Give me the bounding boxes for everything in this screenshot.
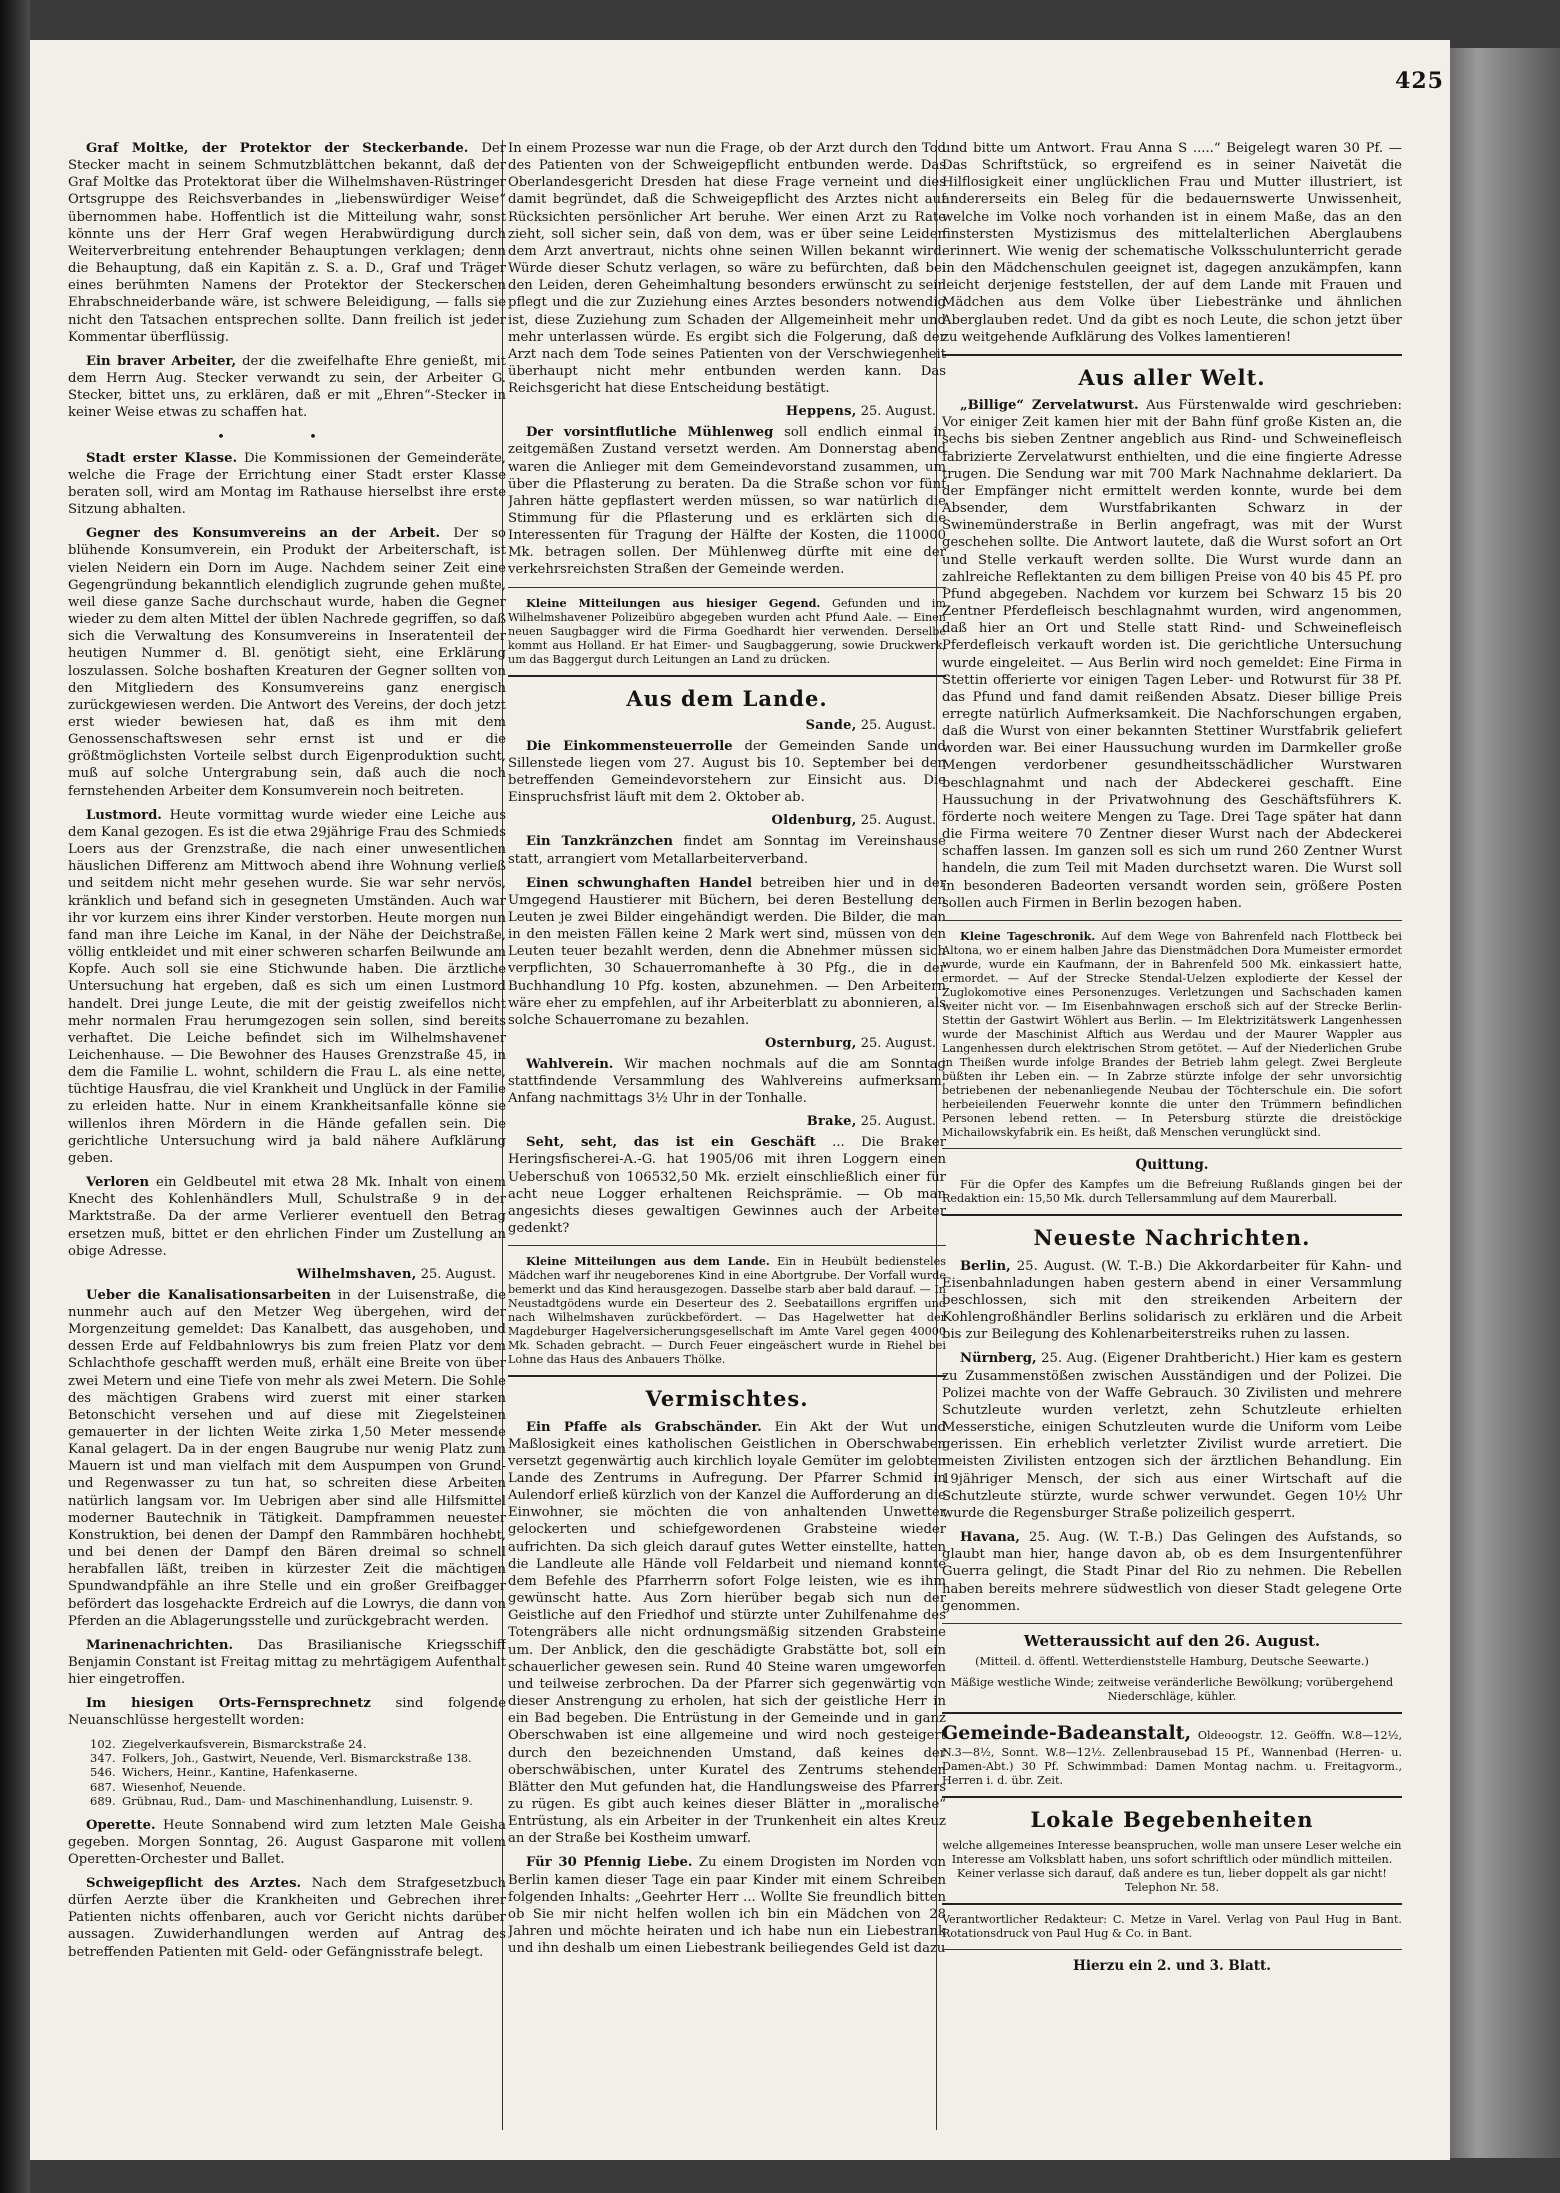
section-headline-lande: Aus dem Lande. xyxy=(626,685,828,711)
column-left xyxy=(68,140,506,2120)
article-operette xyxy=(68,1817,506,1868)
article-body: Wir machen nochmals auf die am Sonntag stattfindende Versammlung des Wahlvereins aufmerksam. Anfang nachmittags 3½ Uhr in der Tonhalle. xyxy=(508,1056,946,1107)
dateline-sande: Sande, 25. August. xyxy=(805,717,936,733)
article-body: Das Brasilianische Kriegsschiff Benjamin Constant ist Freitag mittag zu mehrtägigem Aufenthalt hier eingetroffen. xyxy=(68,1637,506,1688)
article-moltke xyxy=(68,140,506,346)
newspaper-page xyxy=(30,40,1450,2160)
article-fernsprech xyxy=(68,1695,506,1729)
article-tanzkraenzchen xyxy=(508,833,946,867)
article-einkommensteuer xyxy=(508,738,946,807)
dateline-osternburg: Osternburg, 25. August. xyxy=(765,1036,936,1052)
article-headline: Stadt erster Klasse. xyxy=(86,450,238,466)
article-kanalisation xyxy=(68,1287,506,1630)
article-headline: Der vorsintflutliche Mühlenweg xyxy=(526,425,774,441)
section-headline-vermischtes: Vermischtes. xyxy=(645,1386,809,1412)
article-nuernberg xyxy=(942,1350,1402,1522)
article-body: Aus Fürstenwalde wird geschrieben: Vor einiger Zeit kamen hier mit der Bahn fünf große Kisten an, die sechs bis sieben Zentner angeblich aus Rind- und Schweinefleisch fabrizierte Zervelatwurst enthielten, und die eine fingierte Adresse trugen. Die Sendung war mit 700 Mark Nachnahme deklariert. Da der Empfänger nicht ermittelt werden konnte, wurde bei dem Absender, dem Wurstfabrikanten Schwarz in der Swinemünderstraße in Berlin angefragt, was mit der Wurst geschehen sollte. Die Antwort lautete, daß die Wurst sofort an Ort und Stelle verkauft werden sollte. Die Wurst wurde dann an zahlreiche Reflektanten zu dem billigen Preise von 40 bis 45 Pf. pro Pfund abgegeben. Nachdem vor kurzem bei Schwarz 15 bis 20 Zentner Pferdefleisch beschlagnahmt wurden, wird angenommen, daß hier an Ort und Stelle statt Rind- und Schweinefleisch Pferdefleisch verkauft worden ist. Die gerichtliche Untersuchung wurde eingeleitet. — Aus Berlin wird noch gemeldet: Eine Firma in Stettin offerierte vor einigen Tagen Leber- und Rotwurst für 38 Pf. das Pfund und fand damit reißenden Absatz. Dieser billige Preis erregte natürlich Aufmerksamkeit. Die Nachforschungen ergaben, daß die Wurst von einer bekannten Stettiner Wurstfabrik geliefert worden war. Bei einer Haussuchung wurden im Darmkeller große Mengen verdorbener gesundheitsschädlicher Wurstwaren beschlagnahmt und nach der Abdeckerei geschafft. Eine Haussuchung in der Privatwohnung des Geschäftsführers K. förderte noch weitere Mengen zu Tage. Drei Tage später hat dann die Firma weitere 70 Zentner dieser Wurst nach der Abdeckerei schaffen lassen. Im ganzen soll es sich um rund 260 Zentner Wurst handeln, die zum Teil mit Maden durchsetzt waren. Die Wurst soll in besonderen Badeorten versandt worden sein, größere Posten sollen auch Firmen in Berlin bezogen haben. xyxy=(942,398,1402,911)
article-body: Gefunden und im Wilhelmshavener Polizeibüro abgegeben wurden acht Pfund Aale. — Einen neuen Saugbagger wird die Firma Goedhardt hier verwenden. Derselbe kommt aus Holland. Er hat Eimer- und Saugbaggerung, sowie Druckwerk, um das Baggergut durch Leitungen an Land zu drücken. xyxy=(508,596,946,666)
article-stadt xyxy=(68,450,506,519)
article-wahlverein xyxy=(508,1056,946,1107)
article-headline: Kleine Tageschronik. xyxy=(960,928,1096,943)
article-handel xyxy=(508,875,946,1029)
ad-badeanstalt xyxy=(942,1722,1402,1788)
fernsprech-list xyxy=(68,1737,506,1809)
article-headline: Ein braver Arbeiter, xyxy=(86,353,237,369)
weather-title: Wetteraussicht auf den 26. August. xyxy=(1023,1631,1321,1650)
article-headline: Für 30 Pfennig Liebe. xyxy=(526,1855,693,1871)
article-body: der die zweifelhafte Ehre genießt, mit dem Herrn Aug. Stecker verwandt zu sein, der Arbeiter G. Stecker, bittet uns, zu erklären, daß er mit „Ehren“-Stecker in keiner Weise etwas zu schaffen hat. xyxy=(68,353,506,421)
divider xyxy=(942,1623,1402,1624)
article-body: 25. Aug. (W. T.-B.) Das Gelingen des Aufstands, so glaubt man hier, hange davon ab, ob es dem Insurgentenführer Guerra gelingt, die Stadt Pinar del Rio zu nehmen. Die Rebellen haben bereits mehrere südwestlich von dieser Stadt gelegene Orte genommen. xyxy=(942,1530,1402,1614)
page-number: 425 xyxy=(1395,68,1444,94)
ad-body: Oldeoogstr. 12. Geöffn. W.8—12½, N.3—8½, Sonnt. W.8—12½. Zellenbrausebad 15 Pf., Wannenbad (Herren- u. Damen-Abt.) 30 Pf. Schwimmbad: Damen Montag nachm. u. Freitagvorm., Herren i. d. übr. Zeit. xyxy=(942,1729,1402,1788)
article-headline: Lustmord. xyxy=(86,807,162,823)
article-kleine-hiesig xyxy=(508,596,946,667)
divider xyxy=(942,1903,1402,1905)
article-zervelatwurst xyxy=(942,397,1402,912)
article-arbeiter xyxy=(68,353,506,422)
list-item: 347. Folkers, Joh., Gastwirt, Neuende, Verl. Bismarckstraße 138. xyxy=(90,1751,472,1766)
article-headline: „Billige“ Zervelatwurst. xyxy=(960,398,1139,414)
divider xyxy=(942,1214,1402,1216)
article-body: Der Stecker macht in seinem Schmutzblättchen bekannt, daß der Graf Moltke das Protektorat über die Wilhelmshaven-Rüstringer Ortsgruppe des Reichsverbandes in „liebenswürdiger Weise“ übernommen habe. Hoffentlich ist die Mitteilung wahr, sonst könnte uns der Herr Graf wegen Herabwürdigung durch Weiterverbreitung entehrender Behauptungen verklagen; denn die Behauptung, daß ein Kapitän z. S. a. D., Graf und Träger eines berühmten Namens der Protektor der Steckerschen Ehrabschneiderbande wäre, ist schwere Beleidigung, — falls sie nicht den Tatsachen entsprechen sollte. Dann freilich ist jeder Kommentar überflüssig. xyxy=(68,141,506,345)
list-item: 546. Wichers, Heinr., Kantine, Hafenkaserne. xyxy=(90,1765,358,1780)
book-spine xyxy=(1450,48,1560,2158)
article-lustmord xyxy=(68,807,506,1167)
article-body: Der so blühende Konsumverein, ein Produkt der Arbeiterschaft, ist vielen Neidern ein Dorn im Auge. Nachdem seiner Zeit eine Gegengründung bekanntlich elendiglich zugrunde gehen mußte, weil diese ganze Sache durchschaut wurde, haben die Gegner wieder zu dem alten Mittel der üblen Nachrede gegriffen, so daß sich die Verwaltung des Konsumvereins in Inseratenteil der heutigen Nummer d. Bl. genötigt sieht, eine Erklärung loszulassen. Solche boshaften Kreaturen der Gegner sollten von den Mitgliedern des Konsumvereins ganz energisch zurückgewiesen werden. Die Antwort des Vereins, der doch jetzt erst wieder bewiesen hat, daß es ihm mit dem Genossenschaftswesen sehr ernst ist und er die größtmöglichsten Vorteile selbst durch Eigenproduktion sucht, muß auf solche Untergrabung sein, daß auch die noch fernstehenden Arbeiter dem Konsumverein noch beitreten. xyxy=(68,526,506,799)
article-muehlenweg xyxy=(508,424,946,578)
ad-title: Gemeinde-Badeanstalt, xyxy=(942,1722,1192,1745)
quittung-title: Quittung. xyxy=(1135,1156,1209,1173)
column-right xyxy=(942,140,1402,2120)
divider xyxy=(508,675,946,677)
article-headline: Marinenachrichten. xyxy=(86,1637,234,1653)
article-tageschronik xyxy=(942,929,1402,1140)
article-headline: Im hiesigen Orts-Fernsprechnetz xyxy=(86,1696,371,1712)
list-item: 689. Grübnau, Rud., Dam- und Maschinenhandlung, Luisenstr. 9. xyxy=(90,1794,473,1809)
divider xyxy=(508,1245,946,1246)
article-body: Ein in Heubült bediensteles Mädchen warf ihr neugeborenes Kind in eine Abortgrube. Der Vorfall wurde bemerkt und das Kind herausgezogen. Dasselbe starb aber bald darauf. — In Neustadtgödens wurde ein Deserteur des 2. Seebataillons ergriffen und nach Wilhelmshaven zurückbefördert. — Das Hagelwetter hat der Magdeburger Hagelversicherungsgesellschaft im Amte Varel gegen 40000 Mk. Schaden gebracht. — Durch Feuer eingeäschert wurde in Riehel bei Lohne das Haus des Anbauers Thölke. xyxy=(508,1255,946,1367)
article-headline: Einen schwunghaften Handel xyxy=(526,875,753,891)
article-body: Heute Sonnabend wird zum letzten Male Geisha gegeben. Morgen Sonntag, 26. August Gasparone mit vollem Operetten-Orchester und Ballet. xyxy=(68,1817,506,1867)
article-body: soll endlich einmal in zeitgemäßen Zustand versetzt werden. Am Donnerstag abend waren die Anlieger mit dem Gemeindevorstand zusammen, um über die Pflasterung zu beraten. Da die Straße schon vor fünf Jahren hätte gepflastert werden müssen, so war natürlich die Stimmung für die Pflasterung und es erklärten sich die Interessenten für Tragung der Hälfte der Kosten, die 110000 Mk. betragen sollen. Der Mühlenweg dürfte mit eine der verkehrsreichsten Straßen der Gemeinde werden. xyxy=(508,425,946,578)
weather-forecast: Mäßige westliche Winde; zeitweise veränderliche Bewölkung; vorübergehend Niederschläge, kühler. xyxy=(950,1676,1394,1704)
book-binding-edge xyxy=(0,0,30,2193)
article-body: 25. August. (W. T.-B.) Die Akkordarbeiter für Kahn- und Eisenbahnladungen haben gestern abend in einer Versammlung beschlossen, sich mit den streikenden Arbeitern der Kohlengroßhändler Berlins solidarisch zu erklären und die Arbeit bis zur Beilegung des Kohlenarbeiterstreiks ruhen zu lassen. xyxy=(942,1258,1402,1343)
divider xyxy=(508,587,946,588)
article-headline: Seht, seht, das ist ein Geschäft xyxy=(526,1135,816,1151)
article-body: Nach dem Strafgesetzbuch dürfen Aerzte über die Krankheiten und Gebrechen ihrer Patienten nichts offenbaren, auch vor Gericht nichts darüber aussagen. Zuwiderhandlungen werden auf Antrag des betreffenden Patienten mit Geld- oder Gefängnisstrafe belegt. xyxy=(68,1875,506,1960)
article-verloren xyxy=(68,1174,506,1260)
article-headline: Ein Tanzkränzchen xyxy=(526,834,673,850)
list-item: 687. Wiesenhof, Neuende. xyxy=(90,1779,247,1794)
divider xyxy=(942,354,1402,356)
divider xyxy=(942,1148,1402,1149)
list-item: 102. Ziegelverkaufsverein, Bismarckstraße 24. xyxy=(90,1736,367,1751)
weather-source: (Mitteil. d. öffentl. Wetterdienststelle Hamburg, Deutsche Seewarte.) xyxy=(975,1655,1369,1669)
article-body: Die Kommissionen der Gemeinderäte, welche die Frage der Errichtung einer Stadt erster Klasse beraten soll, wird am Montag im Rathause hierselbst ihre erste Sitzung abhalten. xyxy=(68,450,506,518)
article-body: Zu einem Drogisten im Norden von Berlin kamen dieser Tage ein paar Kinder mit einem Schreiben folgenden Inhalts: „Geehrter Herr ... Wollte Sie freundlich bitten ob Sie mir nicht helfen wollen ich bin ein Mädchen von 28 Jahren und möchte heiraten und ich habe nun ein Liebestrank und ihn deshalb um einen Liebestrank beiliegendes Geld ist dazu xyxy=(508,1855,946,1957)
section-headline-lokal: Lokale Begebenheiten xyxy=(1030,1807,1314,1833)
section-ornament: • • xyxy=(217,429,357,445)
lokal-notice: welche allgemeines Interesse beanspruchen, wolle man unsere Leser welche ein Interesse am Volksblatt haben, uns sofort schriftlich oder mündlich mitteilen. Keiner verlasse sich darauf, daß andere es tun, lieber doppelt als gar nicht! Telephon Nr. 58. xyxy=(942,1839,1402,1895)
divider xyxy=(942,1712,1402,1714)
article-prozess: In einem Prozesse war nun die Frage, ob der Arzt durch den Tod des Patienten von der Schweigepflicht entbunden werde. Das Oberlandesgericht Dresden hat diese Frage verneint und dies damit begründet, daß die Schweigepflicht des Arztes nicht auf Rücksichten persönlicher Art beruhe. Wer einen Arzt zu Rate zieht, soll sicher sein, daß von dem, was er über seine Leiden dem Arzt anvertraut, nichts ohne seinen Willen bekannt wird. Würde dieser Schutz verlagen, so wäre zu befürchten, daß bei den Leiden, deren Geheimhaltung besonders erwünscht zu sein pflegt und die zur Zuziehung eines Arztes besonders notwendig ist, diese Zuziehung zum Schaden der Allgemeinheit mehr und mehr unterlassen würde. Es ergibt sich die Folgerung, daß der Arzt nach dem Tode seines Patienten von der Verschwiegenheit überhaupt nicht mehr entbunden werden kann. Das Reichsgericht hat diese Entscheidung bestätigt. xyxy=(508,141,946,397)
article-liebe-continued: und bitte um Antwort. Frau Anna S .....“ Beigelegt waren 30 Pf. — Das Schriftstück, so ergreifend es in seiner Naivetät die Hilflosigkeit einer unglücklichen Frau und Mutter illustriert, ist andererseits ein Beleg für die bedauernswerte Unwissenheit, welche im Volke noch vorhanden ist in einem Maße, das an den finstersten Mystizismus des mittelalterlichen Aberglaubens erinnert. Wie wenig der schematische Volksschulunterricht gerade in den Mädchenschulen geeignet ist, dagegen anzukämpfen, kann leicht derjenige feststellen, der auf dem Lande mit Frauen und Mädchen aus dem Volke über Liebestränke und ähnlichen Aberglauben redet. Und da gibt es noch Leute, die schon jetzt über zu weitgehende Aufklärung des Volkes lamentieren! xyxy=(942,141,1402,345)
article-headline: Gegner des Konsumvereins an der Arbeit. xyxy=(86,526,441,542)
dateline-wilhelmshaven: Wilhelmshaven, 25. August. xyxy=(296,1266,496,1282)
article-pfaffe xyxy=(508,1419,946,1848)
article-body: Auf dem Wege von Bahrenfeld nach Flottbeck bei Altona, wo er einem halben Jahre das Dienstmädchen Dora Mumeister ermordet wurde, wurde ein Kaufmann, der in Bahrenfeld 500 Mk. einkassiert hatte, ermordet. — Auf der Strecke Stendal-Uelzen explodierte der Kessel der Zuglokomotive eines Personenzuges. Verletzungen und Sachschaden kamen weiter nicht vor. — Im Eisenbahnwagen erschoß sich auf der Strecke Berlin-Stettin der Gastwirt Wöhlert aus Berlin. — Im Elektrizitätswerk Langenhessen wurde der Maschinist Alftich aus Werdau und der Maurer Wappler aus Langenhessen durch elektrischen Strom getötet. — Auf der Niederlichen Grube in Theißen wurde infolge Brandes der Betrieb lahm gelegt. Zwei Bergleute büßten ihr Leben ein. — In Zabrze stürzte infolge der sehr unvorsichtig betriebenen der nebenanliegende Neubau der Töchterschule ein. Die sofort herbeieilenden Feuerwehr konnte die unter den Trümmern befindlichen Personen lebend retten. — In Petersburg stürzte die dreistöckige Michailowskyfabrik ein. Es heißt, daß Menschen verunglückt sind. xyxy=(942,929,1402,1139)
section-headline-welt: Aus aller Welt. xyxy=(1078,364,1266,390)
article-body: Ein Akt der Wut und Maßlosigkeit eines katholischen Geistlichen in Oberschwaben versetzt gegenwärtig auch kirchlich loyale Gemüter im gelobten Lande des Zentrums in Aufregung. Der Pfarrer Schmid in Aulendorf erließ kürzlich von der Kanzel die Aufforderung an die Einwohner, sie möchten die von anhaltenden Unwetter gelockerten und schiefgewordenen Grabsteine wieder aufrichten. Da sich gleich darauf gutes Wetter einstellte, hatten die Landleute alle Hände voll Feldarbeit und niemand konnte dem Befehle des Pfarrherrn sofort Folge leisten, wie es ihm gewünscht hatte. Aus Zorn hierüber begab sich nun der Geistliche auf den Friedhof und stürzte unter Zuhilfenahme des Totengräbers alle nicht ordnungsmäßig sitzenden Grabsteine um. Der Anblick, den die geschädigte Grabstätte bot, soll ein schauerlicher gewesen sein. Rund 40 Steine waren umgeworfen und teilweise zerbrochen. Da der Pfarrer sich gegenwärtig von dieser Anstrengung zu erholen, hat sich der geistliche Herr in ein Bad begeben. Die Entrüstung in der Gemeinde und in ganz Oberschwaben ist eine allgemeine und wird noch gesteigert durch den bezeichnenden Umstand, daß keines der oberschwäbischen, unter Kuratel des Zentrums stehenden Blätter den Mut gefunden hat, die Handlungsweise des Pfarrers zu rügen. Es gibt auch keines dieser Blätter in „moralische“ Entrüstung, als ein Arbeiter in der Trunkenheit ein altes Kreuz an der Straße bei Kostheim umwarf. xyxy=(508,1419,946,1847)
column-middle xyxy=(508,140,946,2120)
supplement-note: Hierzu ein 2. und 3. Blatt. xyxy=(1073,1958,1271,1975)
article-headline: Operette. xyxy=(86,1817,156,1833)
article-body: Heute vormittag wurde wieder eine Leiche aus dem Kanal gezogen. Es ist die etwa 29jährige Frau des Schmieds Loers aus der Grenzstraße, die nach einer unwesentlichen häuslichen Differenz am Mittwoch abend ihre Wohnung verließ und seitdem nicht mehr gesehen wurde. Sie war sehr nervös, kränklich und befand sich in gesegneten Umständen. Auch war ihr vor kurzem eins ihrer Kinder verstorben. Heute morgen nun fand man ihre Leiche im Kanal, in der Nähe der Deichstraße, völlig entkleidet und mit einer schweren scharfen Beilwunde am Kopfe. Auch soll sie eine Stichwunde haben. Die ärztliche Untersuchung hat ergeben, daß es sich um einen Lustmord handelt. Drei junge Leute, die mit der geistig zweifellos nicht mehr normalen Frau herumgezogen sein sollen, sind bereits verhaftet. Die Leiche befindet sich im Wilhelmshavener Leichenhause. — Die Bewohner des Hauses Grenzstraße 45, in dem die Familie L. wohnt, schildern die Frau L. als eine nette, tüchtige Hausfrau, die viel Krankheit und Unglück in der Familie zu erleiden hatte. Nur in einem Krankheitsanfalle könne sie willenlos ihren Mördern in die Hände gefallen sein. Die gerichtliche Untersuchung wird ja bald nähere Aufklärung geben. xyxy=(68,807,506,1166)
article-headline: Graf Moltke, der Protektor der Steckerbande. xyxy=(86,141,469,156)
article-headline: Verloren xyxy=(86,1175,150,1191)
article-headline: Ein Pfaffe als Grabschänder. xyxy=(526,1419,762,1435)
article-body: betreiben hier und in der Umgegend Haustierer mit Büchern, bei deren Bestellung den Leuten je zwei Bilder eingehändigt werden. Die Bilder, die man in den meisten Fällen keine 2 Mark wert sind, müssen von den Leuten teuer bezahlt werden, denn die Abnehmer müssen sich verpflichten, 30 Schauerromanhefte à 30 Pfg., die in der Buchhandlung 10 Pfg. kosten, abzunehmen. — Den Arbeitern wäre eher zu empfehlen, auf ihr Arbeiterblatt zu abonnieren, als solche Schauerromane zu bezahlen. xyxy=(508,875,946,1028)
article-body: ... Die Braker Heringsfischerei-A.-G. hat 1905/06 mit ihren Loggern einen Ueberschuß von 106532,50 Mk. erzielt einschließlich einer für acht neue Logger erhaltenen Reichsprämie. — Ob man angesichts dieses gewaltigen Gewinnes auch der Arbeiter gedenkt? xyxy=(508,1135,946,1237)
divider xyxy=(942,1796,1402,1798)
article-body: findet am Sonntag im Vereinshause statt, arrangiert vom Metallarbeiterverband. xyxy=(508,834,946,867)
divider xyxy=(942,1949,1402,1950)
article-headline: Kleine Mitteilungen aus hiesiger Gegend. xyxy=(526,595,821,610)
article-body: sind folgende Neuanschlüsse hergestellt worden: xyxy=(68,1696,506,1729)
article-havana xyxy=(942,1529,1402,1615)
article-body: ein Geldbeutel mit etwa 28 Mk. Inhalt von einem Knecht des Kohlenhändlers Mull, Schulstraße 9 in der Marktstraße. Da der arme Verlierer eventuell den Betrag ersetzen muß, bittet er den ehrlichen Finder um Zustellung an obige Adresse. xyxy=(68,1175,506,1259)
article-liebe xyxy=(508,1854,946,1957)
divider xyxy=(508,1375,946,1377)
article-geschaeft xyxy=(508,1134,946,1237)
article-body: der Gemeinden Sande und Sillenstede liegen vom 27. August bis 10. September bei den betreffenden Gemeindevorstehern zur Einsicht aus. Die Einspruchsfrist läuft mit dem 2. Oktober ab. xyxy=(508,738,946,806)
quittung-body: Für die Opfer des Kampfes um die Befreiung Rußlands gingen bei der Redaktion ein: 15,50 Mk. durch Tellersammlung auf dem Maurerball. xyxy=(942,1178,1402,1206)
dateline-place: Havana, xyxy=(960,1530,1020,1546)
section-headline-neueste: Neueste Nachrichten. xyxy=(1033,1225,1311,1251)
article-body: 25. Aug. (Eigener Drahtbericht.) Hier kam es gestern zu Zusammenstößen zwischen Ausständigen und der Polizei. Die Polizei machte von der Waffe Gebrauch. 30 Zivilisten und mehrere Schutzleute wurden verletzt, zehn Schutzleute erhielten Messerstiche, einigen Schutzleuten wurde die Uniform vom Leibe gerissen. Ein erheblich verletzter Zivilist wurde arretiert. Die meisten Zivilisten entzogen sich der ärztlichen Behandlung. Ein 19jähriger Mensch, der sich aus einer Wirtschaft auf die Schutzleute stürzte, wurde schwer verwundet. Gegen 10½ Uhr wurde die Regensburger Straße polizeilich gesperrt. xyxy=(942,1351,1402,1521)
dateline-oldenburg: Oldenburg, 25. August. xyxy=(771,813,936,829)
article-marine xyxy=(68,1637,506,1688)
impressum: Verantwortlicher Redakteur: C. Metze in Varel. Verlag von Paul Hug in Bant. Rotationsdruck von Paul Hug & Co. in Bant. xyxy=(942,1913,1402,1941)
article-schweigepflicht xyxy=(68,1875,506,1961)
article-headline: Ueber die Kanalisationsarbeiten xyxy=(86,1287,331,1303)
article-berlin xyxy=(942,1258,1402,1344)
article-headline: Wahlverein. xyxy=(526,1056,614,1072)
article-body: in der Luisenstraße, die nunmehr auch auf den Metzer Weg übergehen, wird der Morgenzeitung gemeldet: Das Kanalbett, das ausgehoben, und dessen Erde auf Feldbahnlowrys bis zum freien Platz vor dem Schlachthofe geschafft werden muß, erhält eine Breite von über zwei Metern und eine Tiefe von mehr als zwei Metern. Die Sohle des mächtigen Grabens wird zuerst mit einer starken Betonschicht versehen und auf diese mit Ziegelsteinen gemauerter in der lichten Weite zirka 1,50 Meter messende Kanal gelagert. Da in der engen Baugrube nur wenig Platz zum Mauern ist und man vielfach mit dem Auspumpen von Grund- und Regenwasser zu tun hat, so schreiten diese Arbeiten natürlich langsam vor. Im Uebrigen aber sind alle Hilfsmittel moderner Bautechnik in Tätigkeit. Dampframmen neuester Konstruktion, bei denen der Dampf den Rammbären hochhebt, und bei denen der Dampf den Bären dreimal so schnell herabfallen läßt, treiben in kürzester Zeit die mächtigen Spundwandpfähle an ihre Stelle und ein großer Greifbagger befördert das losgehackte Erdreich auf die Lowrys, die dann von Pferden an die Ablagerungsstelle und zurückgebracht werden. xyxy=(68,1287,506,1629)
dateline-place: Berlin, xyxy=(960,1258,1011,1274)
article-headline: Schweigepflicht des Arztes. xyxy=(86,1875,302,1891)
article-konsumverein xyxy=(68,525,506,800)
dateline-heppens: Heppens, 25. August. xyxy=(785,404,936,420)
dateline-brake: Brake, 25. August. xyxy=(806,1114,936,1130)
article-kleine-lande xyxy=(508,1254,946,1367)
divider xyxy=(942,920,1402,921)
dateline-place: Nürnberg, xyxy=(960,1351,1037,1367)
article-headline: Kleine Mitteilungen aus dem Lande. xyxy=(526,1254,770,1269)
article-headline: Die Einkommensteuerrolle xyxy=(526,738,733,754)
